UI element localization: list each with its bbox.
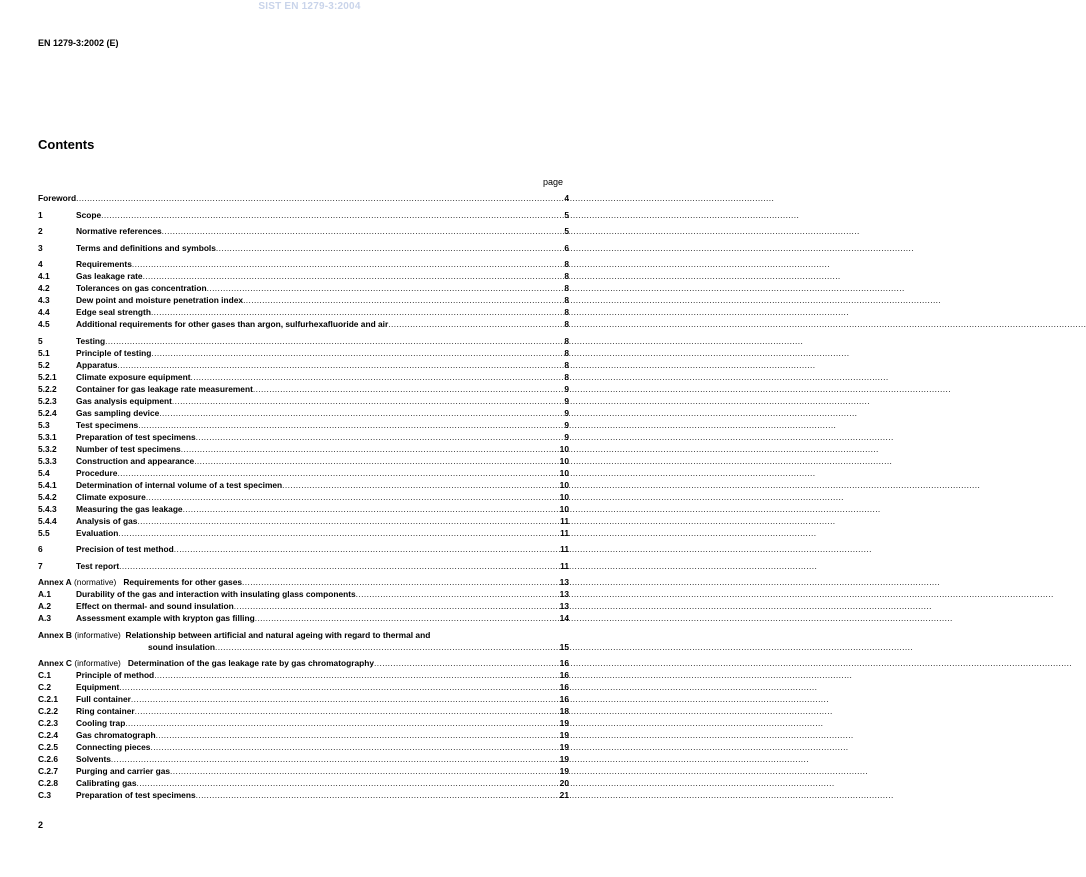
toc-entry-title: Assessment example with krypton gas filling bbox=[76, 613, 255, 623]
toc-entry-number: A.3 bbox=[38, 613, 52, 623]
toc-leader-dots bbox=[117, 359, 564, 371]
toc-entry-annex-type: (informative) bbox=[74, 658, 121, 668]
toc-leader-dots bbox=[111, 753, 560, 765]
toc-entry-number: 4.3 bbox=[38, 295, 50, 305]
toc-leader-dots bbox=[151, 347, 564, 359]
page-column-label: page bbox=[543, 177, 564, 187]
toc-entry-title: Normative references bbox=[76, 226, 162, 236]
toc-leader-dots bbox=[215, 641, 560, 653]
toc-leader-dots bbox=[151, 306, 564, 318]
toc-entry-title: Relationship between artificial and natural ageing with regard to thermal and bbox=[125, 629, 431, 640]
toc-entry[interactable] bbox=[38, 777, 569, 789]
toc-leader-dots bbox=[135, 705, 560, 717]
toc-entry-page: 9 bbox=[564, 383, 569, 394]
toc-entry-number: 2 bbox=[38, 226, 43, 236]
toc-entry-number: 5.4.4 bbox=[38, 515, 57, 526]
toc-entry[interactable] bbox=[38, 479, 569, 491]
toc-entry-number: C.2.6 bbox=[38, 754, 59, 764]
toc-entry[interactable] bbox=[38, 543, 569, 555]
toc-entry[interactable] bbox=[38, 395, 569, 407]
toc-entry[interactable] bbox=[38, 419, 569, 431]
toc-entry-page: 9 bbox=[564, 407, 569, 418]
toc-entry-page: 13 bbox=[559, 589, 569, 599]
toc-entry-number: 3 bbox=[38, 242, 43, 253]
toc-leader-dots bbox=[154, 669, 559, 681]
toc-leader-dots bbox=[117, 467, 559, 479]
toc-entry[interactable] bbox=[38, 588, 569, 600]
toc-entry-number: 1 bbox=[38, 209, 43, 220]
toc-entry-page: 15 bbox=[559, 641, 569, 652]
toc-entry-annex-type: (informative) bbox=[74, 629, 121, 640]
toc-entry[interactable] bbox=[38, 407, 569, 419]
toc-entry[interactable] bbox=[38, 693, 569, 705]
toc-leader-dots bbox=[234, 600, 560, 612]
toc-entry-page: 4 bbox=[564, 193, 569, 203]
toc-entry-page: 16 bbox=[559, 658, 569, 668]
toc-entry-title: Construction and appearance bbox=[76, 455, 195, 466]
toc-entry-page: 20 bbox=[559, 778, 569, 788]
toc-entry-title: Dew point and moisture penetration index bbox=[76, 295, 244, 305]
toc-leader-dots bbox=[131, 693, 560, 705]
toc-entry-title: Climate exposure bbox=[76, 491, 146, 502]
toc-entry-page: 8 bbox=[564, 371, 569, 382]
toc-entry-annex-type: (normative) bbox=[74, 577, 117, 587]
toc-entry-number: 4.4 bbox=[38, 307, 50, 317]
toc-entry-number: 5.1 bbox=[38, 347, 50, 358]
toc-leader-dots bbox=[243, 294, 564, 306]
toc-leader-dots bbox=[255, 612, 560, 624]
toc-entry-number: 5.2 bbox=[38, 359, 50, 370]
toc-entry-page: 19 bbox=[559, 766, 569, 776]
toc-leader-dots bbox=[143, 270, 565, 282]
toc-entry-page: 8 bbox=[564, 283, 569, 293]
toc-entry-number: 4.1 bbox=[38, 271, 50, 281]
toc-entry-page: 21 bbox=[559, 790, 569, 800]
toc-entry[interactable] bbox=[38, 669, 569, 681]
toc-entry-title: Requirements bbox=[76, 259, 132, 269]
toc-leader-dots bbox=[118, 527, 560, 539]
toc-entry-title: Determination of internal volume of a test specimen bbox=[76, 479, 283, 490]
toc-entry[interactable] bbox=[38, 347, 569, 359]
toc-entry-page: 16 bbox=[559, 670, 569, 680]
toc-leader-dots bbox=[174, 543, 560, 555]
toc-entry[interactable] bbox=[38, 753, 569, 765]
toc-entry-page: 10 bbox=[559, 491, 569, 502]
toc-entry-title: Precision of test method bbox=[76, 544, 174, 554]
toc-entry-title: Gas leakage rate bbox=[76, 271, 143, 281]
toc-entry-page: 6 bbox=[564, 242, 569, 253]
toc-leader-dots bbox=[253, 383, 564, 395]
toc-leader-dots bbox=[181, 443, 560, 455]
document-id: EN 1279-3:2002 (E) bbox=[38, 38, 119, 48]
toc-entry-title: Preparation of test specimens bbox=[76, 431, 196, 442]
toc-leader-dots bbox=[183, 503, 560, 515]
page-title: Contents bbox=[38, 137, 95, 152]
toc-entry[interactable] bbox=[38, 258, 569, 270]
toc-leader-dots bbox=[242, 576, 560, 588]
toc-leader-dots bbox=[356, 588, 560, 600]
toc-entry-title: Number of test specimens bbox=[76, 443, 181, 454]
toc-entry-title: Scope bbox=[76, 209, 102, 220]
toc-entry-number: 4 bbox=[38, 259, 43, 269]
toc-entry[interactable] bbox=[38, 681, 569, 693]
toc-entry-number: 5 bbox=[38, 335, 43, 346]
toc-entry-title: Principle of testing bbox=[76, 347, 152, 358]
toc-entry-page: 8 bbox=[564, 271, 569, 281]
toc-entry-page: 19 bbox=[559, 742, 569, 752]
toc-leader-dots bbox=[125, 717, 559, 729]
toc-entry-page: 16 bbox=[559, 682, 569, 692]
toc-entry-number: 5.3.2 bbox=[38, 443, 57, 454]
toc-entry[interactable] bbox=[38, 612, 569, 624]
toc-entry-page: 18 bbox=[559, 706, 569, 716]
toc-entry-title: Edge seal strength bbox=[76, 307, 151, 317]
toc-leader-dots bbox=[146, 491, 560, 503]
toc-entry[interactable] bbox=[38, 717, 569, 729]
toc-entry-title: Terms and definitions and symbols bbox=[76, 242, 216, 253]
toc-entry-title: Solvents bbox=[76, 754, 111, 764]
toc-entry-title: Durability of the gas and interaction with insulating glass components bbox=[76, 589, 356, 599]
toc-entry[interactable] bbox=[38, 242, 569, 254]
toc-entry[interactable] bbox=[38, 527, 569, 539]
toc-entry-page: 11 bbox=[560, 544, 569, 554]
toc-entry-number: 5.4.2 bbox=[38, 491, 57, 502]
toc-entry-number: Foreword bbox=[38, 193, 77, 203]
toc-entry-number: C.2.5 bbox=[38, 742, 59, 752]
toc-entry[interactable] bbox=[38, 318, 569, 330]
toc-entry-title: Testing bbox=[76, 335, 106, 346]
toc-entry-number: 5.4.1 bbox=[38, 479, 57, 490]
toc-entry-title: Tolerances on gas concentration bbox=[76, 283, 207, 293]
toc-entry-number: C.2.2 bbox=[38, 706, 59, 716]
toc-leader-dots bbox=[138, 419, 564, 431]
toc-entry-line bbox=[38, 629, 569, 641]
toc-entry[interactable] bbox=[38, 306, 569, 318]
toc-entry-title: Climate exposure equipment bbox=[76, 371, 191, 382]
toc-entry-number: 5.3.3 bbox=[38, 455, 57, 466]
toc-entry[interactable] bbox=[38, 729, 569, 741]
toc-leader-dots bbox=[156, 729, 560, 741]
toc-entry-title: Gas sampling device bbox=[76, 407, 160, 418]
toc-leader-dots bbox=[132, 258, 564, 270]
toc-entry[interactable] bbox=[38, 335, 569, 347]
toc-leader-dots bbox=[374, 657, 560, 669]
toc-entry-page: 13 bbox=[559, 601, 569, 611]
toc-entry-page: 10 bbox=[559, 503, 569, 514]
toc-leader-dots bbox=[76, 192, 564, 204]
toc-entry[interactable] bbox=[38, 600, 569, 612]
toc-entry[interactable] bbox=[38, 294, 569, 306]
toc-entry-title: Gas chromatograph bbox=[76, 730, 156, 740]
toc-entry-page: 8 bbox=[564, 307, 569, 317]
toc-entry-number: Annex A bbox=[38, 577, 72, 587]
toc-entry-page: 8 bbox=[564, 295, 569, 305]
toc-entry-title: Determination of the gas leakage rate by gas chromatography bbox=[127, 658, 375, 668]
toc-entry-page: 11 bbox=[560, 527, 569, 538]
toc-entry-page: 8 bbox=[564, 259, 569, 269]
toc-leader-dots bbox=[105, 335, 564, 347]
toc-entry-number: Annex C bbox=[38, 658, 72, 668]
toc-entry-title: Test report bbox=[76, 560, 120, 571]
toc-leader-dots bbox=[119, 560, 560, 572]
toc-entry-title: Calibrating gas bbox=[76, 778, 137, 788]
toc-entry-page: 8 bbox=[564, 335, 569, 346]
toc-entry-title: Container for gas leakage rate measurement bbox=[76, 383, 253, 394]
toc-entry-number: A.2 bbox=[38, 601, 52, 611]
toc-leader-dots bbox=[194, 455, 559, 467]
toc-entry-page: 8 bbox=[564, 347, 569, 358]
toc-entry-title: Apparatus bbox=[76, 359, 118, 370]
toc-entry-number: C.3 bbox=[38, 790, 52, 800]
toc-entry[interactable] bbox=[38, 515, 569, 527]
toc-leader-dots bbox=[137, 777, 560, 789]
toc-entry-number: A.1 bbox=[38, 589, 52, 599]
toc-entry-page: 8 bbox=[564, 359, 569, 370]
toc-entry-page: 5 bbox=[564, 209, 569, 220]
toc-entry[interactable] bbox=[38, 371, 569, 383]
toc-entry-page: 14 bbox=[559, 613, 569, 623]
toc-leader-dots bbox=[137, 515, 560, 527]
toc-entry-title: Effect on thermal- and sound insulation bbox=[76, 601, 234, 611]
toc-entry-title: Preparation of test specimens bbox=[76, 790, 196, 800]
toc-entry[interactable] bbox=[38, 282, 569, 294]
toc-entry-page: 10 bbox=[559, 455, 569, 466]
table-of-contents bbox=[38, 192, 569, 801]
toc-entry[interactable] bbox=[38, 192, 569, 204]
toc-entry[interactable] bbox=[38, 467, 569, 479]
toc-entry[interactable] bbox=[38, 576, 569, 588]
toc-leader-dots bbox=[191, 371, 565, 383]
toc-leader-dots bbox=[101, 209, 564, 221]
page-number: 2 bbox=[38, 820, 44, 830]
toc-entry-title: Full container bbox=[76, 694, 131, 704]
toc-entry[interactable] bbox=[38, 560, 569, 572]
toc-entry-number: Annex B bbox=[38, 629, 72, 640]
toc-leader-dots bbox=[162, 225, 565, 237]
toc-entry-title: Cooling trap bbox=[76, 718, 126, 728]
toc-leader-dots bbox=[196, 789, 560, 801]
toc-entry-page: 9 bbox=[564, 419, 569, 430]
toc-entry-title: Analysis of gas bbox=[76, 515, 138, 526]
toc-entry-page: 5 bbox=[564, 226, 569, 236]
toc-entry-page: 13 bbox=[559, 577, 569, 587]
toc-entry-number: C.2.8 bbox=[38, 778, 59, 788]
toc-entry-page: 11 bbox=[560, 515, 569, 526]
toc-entry-title: Procedure bbox=[76, 467, 118, 478]
toc-entry-number: 4.5 bbox=[38, 319, 50, 329]
toc-entry[interactable] bbox=[38, 270, 569, 282]
toc-entry-page: 9 bbox=[564, 431, 569, 442]
toc-entry-title: Test specimens bbox=[76, 419, 139, 430]
toc-entry[interactable] bbox=[38, 741, 569, 753]
toc-entry-title-cont: sound insulation bbox=[148, 641, 215, 652]
toc-entry[interactable] bbox=[38, 443, 569, 455]
toc-entry-number: 5.2.3 bbox=[38, 395, 57, 406]
toc-entry-number: C.2.3 bbox=[38, 718, 59, 728]
toc-leader-dots bbox=[170, 765, 560, 777]
toc-entry-title: Equipment bbox=[76, 682, 120, 692]
toc-entry-number: 5.3 bbox=[38, 419, 50, 430]
toc-entry-number: 5.4.3 bbox=[38, 503, 57, 514]
toc-entry[interactable] bbox=[38, 209, 569, 221]
toc-entry-page: 19 bbox=[559, 718, 569, 728]
toc-entry[interactable] bbox=[38, 503, 569, 515]
toc-entry-title: Principle of method bbox=[76, 670, 155, 680]
toc-entry-number: C.2.4 bbox=[38, 730, 59, 740]
toc-entry[interactable] bbox=[38, 789, 569, 801]
toc-entry-number: 4.2 bbox=[38, 283, 50, 293]
toc-entry-title: Ring container bbox=[76, 706, 135, 716]
toc-entry-page: 11 bbox=[560, 560, 569, 571]
toc-entry-title: Requirements for other gases bbox=[123, 577, 243, 587]
toc-entry-page: 19 bbox=[559, 730, 569, 740]
toc-leader-dots bbox=[282, 479, 560, 491]
toc-entry[interactable] bbox=[38, 383, 569, 395]
toc-entry-number: 6 bbox=[38, 544, 43, 554]
toc-entry-number: 5.4 bbox=[38, 467, 50, 478]
watermark: SIST EN 1279-3:2004 bbox=[258, 1, 361, 12]
toc-leader-dots bbox=[196, 431, 565, 443]
toc-entry-page: 10 bbox=[559, 443, 569, 454]
toc-entry[interactable] bbox=[38, 431, 569, 443]
toc-entry-page: 16 bbox=[559, 694, 569, 704]
toc-entry-number: 5.5 bbox=[38, 527, 50, 538]
toc-leader-dots bbox=[388, 318, 564, 330]
toc-entry-number: 5.2.2 bbox=[38, 383, 57, 394]
toc-entry-page: 9 bbox=[564, 395, 569, 406]
toc-leader-dots bbox=[172, 395, 564, 407]
toc-entry-number: C.2.1 bbox=[38, 694, 59, 704]
toc-entry-title: Connecting pieces bbox=[76, 742, 151, 752]
toc-entry[interactable] bbox=[38, 705, 569, 717]
toc-entry[interactable] bbox=[38, 359, 569, 371]
toc-entry[interactable] bbox=[38, 657, 569, 669]
toc-entry-page: 8 bbox=[564, 319, 569, 329]
toc-entry-number: C.1 bbox=[38, 670, 52, 680]
toc-entry-number: 5.2.4 bbox=[38, 407, 57, 418]
toc-leader-dots bbox=[119, 681, 559, 693]
toc-entry[interactable] bbox=[38, 765, 569, 777]
toc-entry[interactable] bbox=[38, 629, 569, 653]
toc-entry-line bbox=[38, 641, 569, 653]
toc-entry-title: Measuring the gas leakage bbox=[76, 503, 183, 514]
toc-leader-dots bbox=[216, 242, 564, 254]
toc-entry-page: 19 bbox=[559, 754, 569, 764]
toc-leader-dots bbox=[207, 282, 565, 294]
toc-entry-title: Additional requirements for other gases than argon, sulfurhexafluoride and air bbox=[76, 319, 389, 329]
toc-entry-page: 10 bbox=[559, 479, 569, 490]
toc-entry-title: Gas analysis equipment bbox=[76, 395, 172, 406]
toc-entry[interactable] bbox=[38, 455, 569, 467]
toc-entry-number: 5.3.1 bbox=[38, 431, 57, 442]
toc-entry-number: 7 bbox=[38, 560, 43, 571]
toc-leader-dots bbox=[159, 407, 564, 419]
toc-entry[interactable] bbox=[38, 225, 569, 237]
toc-entry-title: Evaluation bbox=[76, 527, 119, 538]
toc-entry[interactable] bbox=[38, 491, 569, 503]
toc-entry-number: C.2.7 bbox=[38, 766, 59, 776]
toc-entry-number: C.2 bbox=[38, 682, 52, 692]
toc-entry-page: 10 bbox=[559, 467, 569, 478]
toc-leader-dots bbox=[150, 741, 559, 753]
toc-entry-number: 5.2.1 bbox=[38, 371, 57, 382]
toc-entry-title: Purging and carrier gas bbox=[76, 766, 171, 776]
